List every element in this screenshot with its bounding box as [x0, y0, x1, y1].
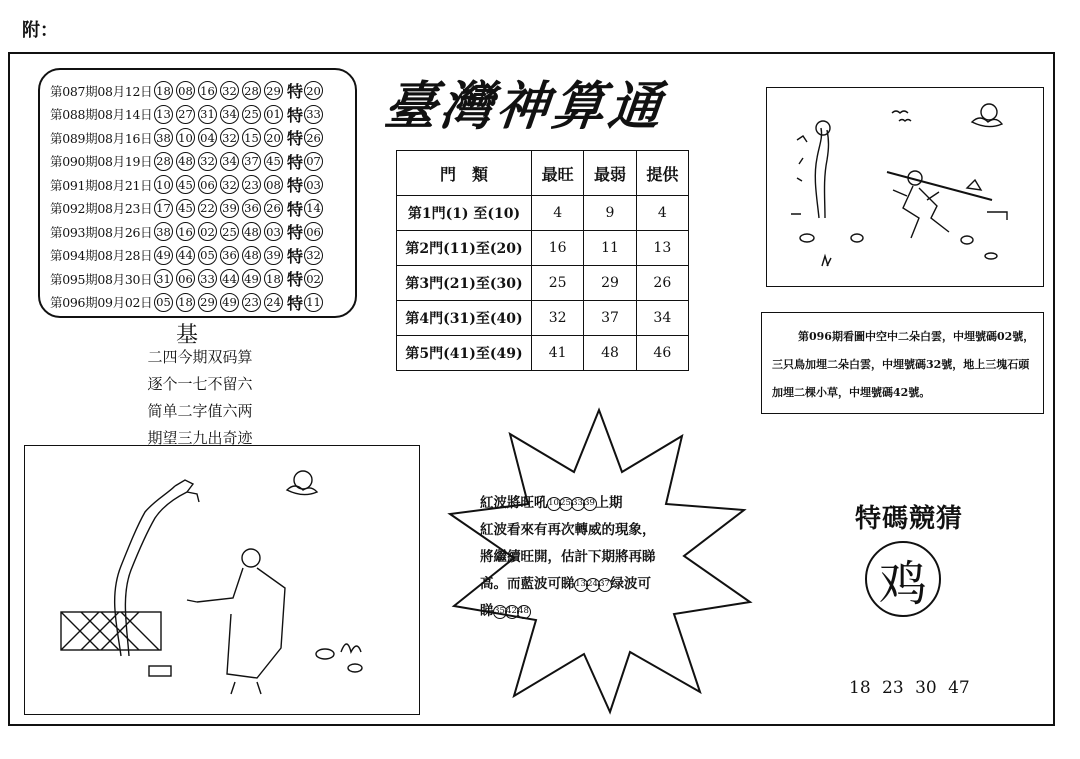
special-marker: 特: [287, 270, 304, 290]
table-header: 最弱: [584, 151, 636, 196]
verse-title: 基: [176, 323, 199, 348]
special-marker: 特: [287, 199, 304, 219]
wave-number-ball: 13: [574, 578, 588, 592]
number-ball: 02: [198, 222, 217, 241]
forecast-line: 高。而藍波可睇132437绿波可: [480, 576, 651, 592]
number-ball: 32: [198, 152, 217, 171]
wave-number-ball: 39: [583, 497, 597, 511]
table-row: [397, 196, 689, 231]
number-ball: 38: [154, 222, 173, 241]
give-cell: 13: [636, 231, 688, 266]
wave-number-ball: 24: [586, 578, 600, 592]
give-cell: 34: [636, 301, 688, 336]
number-ball: 29: [198, 293, 217, 312]
number-ball: 15: [242, 128, 261, 147]
draw-label: 第088期08月14日: [50, 107, 153, 123]
history-row: [50, 220, 347, 244]
history-row: [50, 103, 347, 127]
number-ball: 48: [242, 222, 261, 241]
wave-number-ball: 35: [493, 605, 507, 619]
number-ball: 39: [264, 246, 283, 265]
max-cell: 25: [532, 266, 584, 301]
table-row: [397, 301, 689, 336]
verse-line: 二四今期双码算: [147, 348, 253, 366]
door-label: 第5門(41)至(49): [397, 336, 532, 371]
history-row: [50, 173, 347, 197]
give-cell: 26: [636, 266, 688, 301]
number-ball: 01: [264, 105, 283, 124]
number-ball: 18: [176, 293, 195, 312]
number-ball: 34: [220, 105, 239, 124]
draw-label: 第095期08月30日: [50, 271, 153, 287]
wave-forecast: [480, 490, 720, 625]
draw-label: 第094期08月28日: [50, 248, 153, 264]
number-ball: 05: [154, 293, 173, 312]
special-ball: 11: [304, 293, 323, 312]
guess-title: 特碼競猜: [855, 504, 964, 534]
history-row: [50, 197, 347, 221]
number-ball: 45: [264, 152, 283, 171]
number-ball: 06: [198, 175, 217, 194]
number-ball: 38: [154, 128, 173, 147]
number-ball: 48: [176, 152, 195, 171]
number-ball: 10: [176, 128, 195, 147]
draw-label: 第089期08月16日: [50, 130, 153, 146]
number-ball: 27: [176, 105, 195, 124]
forecast-line: 紅波看來有再次轉威的現象，: [480, 522, 656, 538]
number-ball: 10: [154, 175, 173, 194]
min-cell: 29: [584, 266, 636, 301]
special-ball: 02: [304, 269, 323, 288]
special-ball: 32: [304, 246, 323, 265]
guess-numbers: 18 23 30 47: [849, 678, 970, 698]
scholar-drawing: [25, 446, 419, 714]
number-ball: 25: [220, 222, 239, 241]
draw-label: 第093期08月26日: [50, 224, 153, 240]
wave-number-ball: 25: [559, 497, 573, 511]
min-cell: 37: [584, 301, 636, 336]
number-ball: 23: [242, 293, 261, 312]
forecast-line: 紅波將旺吼10253339上期: [480, 495, 623, 511]
door-label: 第3門(21)至(30): [397, 266, 532, 301]
number-ball: 36: [242, 199, 261, 218]
table-header: 門 類: [397, 151, 532, 196]
special-marker: 特: [287, 223, 304, 243]
history-row: [50, 79, 347, 103]
number-ball: 29: [264, 81, 283, 100]
table-row: [397, 266, 689, 301]
number-ball: 03: [264, 222, 283, 241]
wave-number-ball: 48: [517, 605, 531, 619]
history-row: [50, 291, 347, 315]
special-marker: 特: [287, 105, 304, 125]
special-marker: 特: [287, 246, 304, 266]
number-ball: 49: [242, 269, 261, 288]
wave-number-ball: 42: [505, 605, 519, 619]
scholar-illustration: [24, 445, 420, 715]
number-ball: 36: [220, 246, 239, 265]
special-ball: 03: [304, 175, 323, 194]
number-ball: 31: [198, 105, 217, 124]
special-ball: 26: [304, 128, 323, 147]
number-ball: 49: [220, 293, 239, 312]
number-ball: 18: [264, 269, 283, 288]
verse-line: 逐个一七不留六: [147, 375, 253, 393]
number-ball: 04: [198, 128, 217, 147]
number-ball: 17: [154, 199, 173, 218]
number-ball: 45: [176, 199, 195, 218]
verse-line: 期望三九出奇迹: [147, 429, 253, 447]
number-ball: 20: [264, 128, 283, 147]
number-ball: 18: [154, 81, 173, 100]
table-row: [397, 231, 689, 266]
number-ball: 34: [220, 152, 239, 171]
number-ball: 44: [220, 269, 239, 288]
number-ball: 31: [154, 269, 173, 288]
number-ball: 48: [242, 246, 261, 265]
table-header: 提供: [636, 151, 688, 196]
number-ball: 05: [198, 246, 217, 265]
special-marker: 特: [287, 129, 304, 149]
guess-animal: 鸡: [865, 541, 941, 617]
min-cell: 11: [584, 231, 636, 266]
number-ball: 06: [176, 269, 195, 288]
header-mark: 附：: [22, 20, 58, 41]
history-panel: [38, 68, 357, 318]
wave-number-ball: 33: [571, 497, 585, 511]
page-title: 臺灣神算通: [381, 76, 668, 137]
door-table: [396, 150, 689, 371]
number-ball: 33: [198, 269, 217, 288]
number-ball: 44: [176, 246, 195, 265]
wave-number-ball: 10: [547, 497, 561, 511]
special-ball: 07: [304, 152, 323, 171]
monk-drawing: [767, 88, 1043, 286]
number-ball: 32: [220, 81, 239, 100]
monk-illustration: [766, 87, 1044, 287]
draw-label: 第096期09月02日: [50, 295, 153, 311]
number-ball: 25: [242, 105, 261, 124]
special-marker: 特: [287, 82, 304, 102]
min-cell: 9: [584, 196, 636, 231]
give-cell: 4: [636, 196, 688, 231]
number-ball: 08: [264, 175, 283, 194]
special-ball: 33: [304, 105, 323, 124]
special-ball: 06: [304, 222, 323, 241]
forecast-line: 將繼續旺開，估計下期將再睇: [480, 549, 656, 565]
special-marker: 特: [287, 176, 304, 196]
max-cell: 41: [532, 336, 584, 371]
number-ball: 13: [154, 105, 173, 124]
verse-line: 简单二字值六两: [147, 402, 253, 420]
number-ball: 08: [176, 81, 195, 100]
number-ball: 22: [198, 199, 217, 218]
special-marker: 特: [287, 293, 304, 313]
number-ball: 45: [176, 175, 195, 194]
number-ball: 32: [220, 175, 239, 194]
number-ball: 49: [154, 246, 173, 265]
history-row: [50, 126, 347, 150]
draw-label: 第090期08月19日: [50, 154, 153, 170]
special-ball: 20: [304, 81, 323, 100]
door-label: 第1門(1) 至(10): [397, 196, 532, 231]
max-cell: 16: [532, 231, 584, 266]
special-marker: 特: [287, 152, 304, 172]
forecast-line: 睇354248: [480, 603, 529, 619]
number-ball: 24: [264, 293, 283, 312]
history-row: [50, 244, 347, 268]
door-label: 第2門(11)至(20): [397, 231, 532, 266]
door-label: 第4門(31)至(40): [397, 301, 532, 336]
number-ball: 28: [154, 152, 173, 171]
table-header-row: [397, 151, 689, 196]
special-ball: 14: [304, 199, 323, 218]
draw-label: 第092期08月23日: [50, 201, 153, 217]
number-ball: 16: [198, 81, 217, 100]
number-ball: 37: [242, 152, 261, 171]
history-row: [50, 150, 347, 174]
draw-label: 第087期08月12日: [50, 83, 153, 99]
max-cell: 4: [532, 196, 584, 231]
number-ball: 26: [264, 199, 283, 218]
number-ball: 32: [220, 128, 239, 147]
table-header: 最旺: [532, 151, 584, 196]
give-cell: 46: [636, 336, 688, 371]
number-ball: 39: [220, 199, 239, 218]
min-cell: 48: [584, 336, 636, 371]
draw-label: 第091期08月21日: [50, 177, 153, 193]
number-ball: 16: [176, 222, 195, 241]
history-row: [50, 267, 347, 291]
wave-number-ball: 37: [598, 578, 612, 592]
table-row: [397, 336, 689, 371]
hint-text: 第096期看圖中空中二朵白雲，中埋號碼02號，三只鳥加埋二朵白雲，中埋號碼32號，地上三塊石頭加埋二棵小草，中埋號碼42號。: [761, 312, 1044, 414]
max-cell: 32: [532, 301, 584, 336]
number-ball: 23: [242, 175, 261, 194]
number-ball: 28: [242, 81, 261, 100]
